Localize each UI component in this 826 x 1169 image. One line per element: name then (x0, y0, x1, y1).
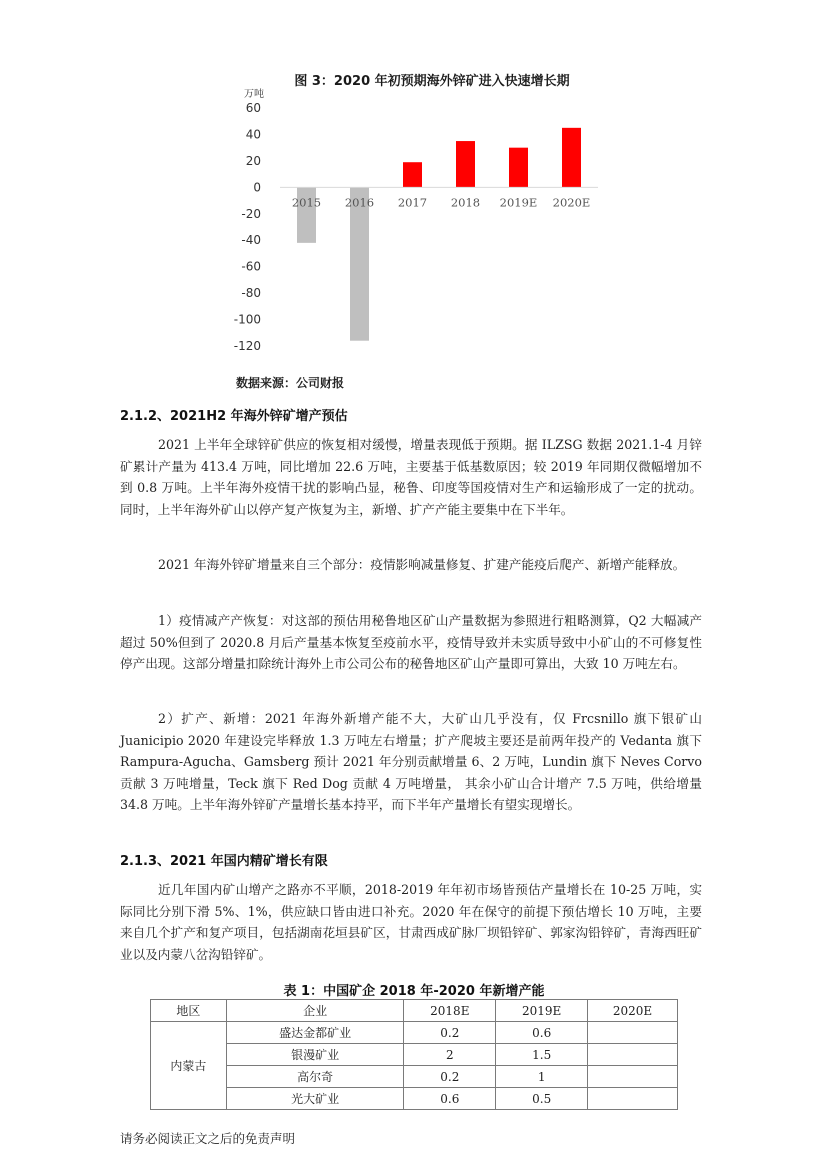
header-cell: 2020E (588, 1000, 678, 1022)
table-cell: 0.6 (404, 1088, 496, 1110)
table-row (151, 1022, 678, 1044)
x-tick-label: 2019E (499, 195, 538, 210)
y-tick-label: -120 (233, 339, 261, 353)
y-tick-label: 40 (245, 127, 261, 142)
y-tick-label: -20 (241, 206, 261, 221)
section-heading-2-1-3: 2.1.3、2021 年国内精矿增长有限 (120, 854, 328, 869)
disclaimer-footer: 请务必阅读正文之后的免责声明 (120, 1131, 296, 1146)
y-tick-label: -60 (241, 259, 261, 274)
table-cell: 盛达金都矿业 (226, 1022, 404, 1044)
paragraph: 1）疫情减产产恢复：对这部的预估用秘鲁地区矿山产量数据为参照进行粗略测算，Q2 大幅减产超过 50%但到了 2020.8 月后产量基本恢复至疫前水平，疫情导致并未实质导致中小矿山的不可修复性停产出现。这部分增量扣除统计海外上市公司公布的秘鲁地区矿山产量即可算出，大致 10 万吨左右。 (120, 613, 702, 671)
table-header-row (151, 1000, 678, 1022)
table-cell: 1 (496, 1066, 588, 1088)
figure-title: 图 3：2020 年初预期海外锌矿进入快速增长期 (294, 74, 570, 89)
table-row (151, 1088, 678, 1110)
table-row (151, 1044, 678, 1066)
x-tick-label: 2017 (397, 195, 428, 210)
section-heading-2-1-2: 2.1.2、2021H2 年海外锌矿增产预估 (120, 409, 348, 424)
table-cell (588, 1044, 678, 1066)
table-cell: 光大矿业 (226, 1088, 404, 1110)
table-cell: 2 (404, 1044, 496, 1066)
paragraph: 2）扩产、新增：2021 年海外新增产能不大，大矿山几乎没有，仅 Frcsnillo 旗下银矿山 Juanicipio 2020 年建设完毕释放 1.3 万吨左右增量；扩产爬坡主要还是前两年投产的 Vedanta 旗下 Rampura-Agucha、Gamsberg 预计 2021 年分别贡献增量 6、2 万吨，Lundin 旗下 Neves Corvo 贡献 3 万吨增量，Teck 旗下 Red Dog 贡献 4 万吨增量， 其余小矿山合计增产 7.5 万吨，供给增量 34.8 万吨。上半年海外锌矿产量增长基本持平，而下半年产量增长有望实现增长。 (120, 711, 702, 812)
table-cell: 0.2 (404, 1066, 496, 1088)
bar-2016 (350, 187, 369, 340)
table-cell (588, 1022, 678, 1044)
table-title: 表 1：中国矿企 2018 年-2020 年新增产能 (283, 984, 545, 999)
paragraph: 2021 上半年全球锌矿供应的恢复相对缓慢，增量表现低于预期。据 ILZSG 数据 2021.1-4 月锌矿累计产量为 413.4 万吨，同比增加 22.6 万吨，主要基于低基数原因；较 2019 年同期仅微幅增加不到 0.8 万吨。上半年海外疫情干扰的影响凸显，秘鲁、印度等国疫情对生产和运输形成了一定的扰动。同时，上半年海外矿山以停产复产恢复为主，新增、扩产产能主要集中在下半年。 (120, 437, 702, 517)
bar-2018 (456, 141, 475, 187)
y-tick-label: 0 (253, 180, 261, 195)
table-cell: 高尔奇 (226, 1066, 404, 1088)
y-tick-label: 20 (245, 153, 261, 168)
table-cell: 0.2 (404, 1022, 496, 1044)
x-tick-label: 2018 (450, 195, 481, 210)
table-cell: 1.5 (496, 1044, 588, 1066)
table-cell: 0.5 (496, 1088, 588, 1110)
y-tick-label: -40 (241, 233, 261, 248)
region-cell: 内蒙古 (151, 1022, 227, 1110)
y-unit-label: 万吨 (244, 89, 264, 100)
header-cell: 2018E (404, 1000, 496, 1022)
header-cell: 企业 (226, 1000, 404, 1022)
bar-2020E (562, 128, 581, 188)
table-cell: 银漫矿业 (226, 1044, 404, 1066)
x-tick-label: 2015 (291, 195, 322, 210)
table-row (151, 1066, 678, 1088)
x-tick-label: 2016 (344, 195, 375, 210)
bar-chart (228, 86, 628, 366)
bar-2019E (509, 148, 528, 188)
capacity-table (150, 999, 678, 1110)
x-tick-label: 2020E (552, 195, 591, 210)
y-tick-label: 60 (245, 101, 261, 115)
header-cell: 2019E (496, 1000, 588, 1022)
paragraph: 近几年国内矿山增产之路亦不平顺，2018-2019 年年初市场皆预估产量增长在 10-25 万吨，实际同比分别下滑 5%、1%，供应缺口皆由进口补充。2020 年在保守的前提下预估增长 10 万吨，主要来自几个扩产和复产项目，包括湖南花垣县矿区，甘肃西成矿脉厂坝铅锌矿、郭家沟铅锌矿，青海西旺矿业以及内蒙八岔沟铅锌矿。 (120, 882, 702, 962)
bar-2017 (403, 162, 422, 187)
table-cell (588, 1088, 678, 1110)
y-tick-label: -100 (233, 312, 261, 327)
figure-source: 数据来源：公司财报 (236, 376, 345, 390)
table-cell: 0.6 (496, 1022, 588, 1044)
table-cell (588, 1066, 678, 1088)
y-tick-label: -80 (241, 286, 261, 301)
header-cell: 地区 (151, 1000, 227, 1022)
paragraph: 2021 年海外锌矿增量来自三个部分：疫情影响减量修复、扩建产能疫后爬产、新增产能释放。 (158, 557, 686, 572)
